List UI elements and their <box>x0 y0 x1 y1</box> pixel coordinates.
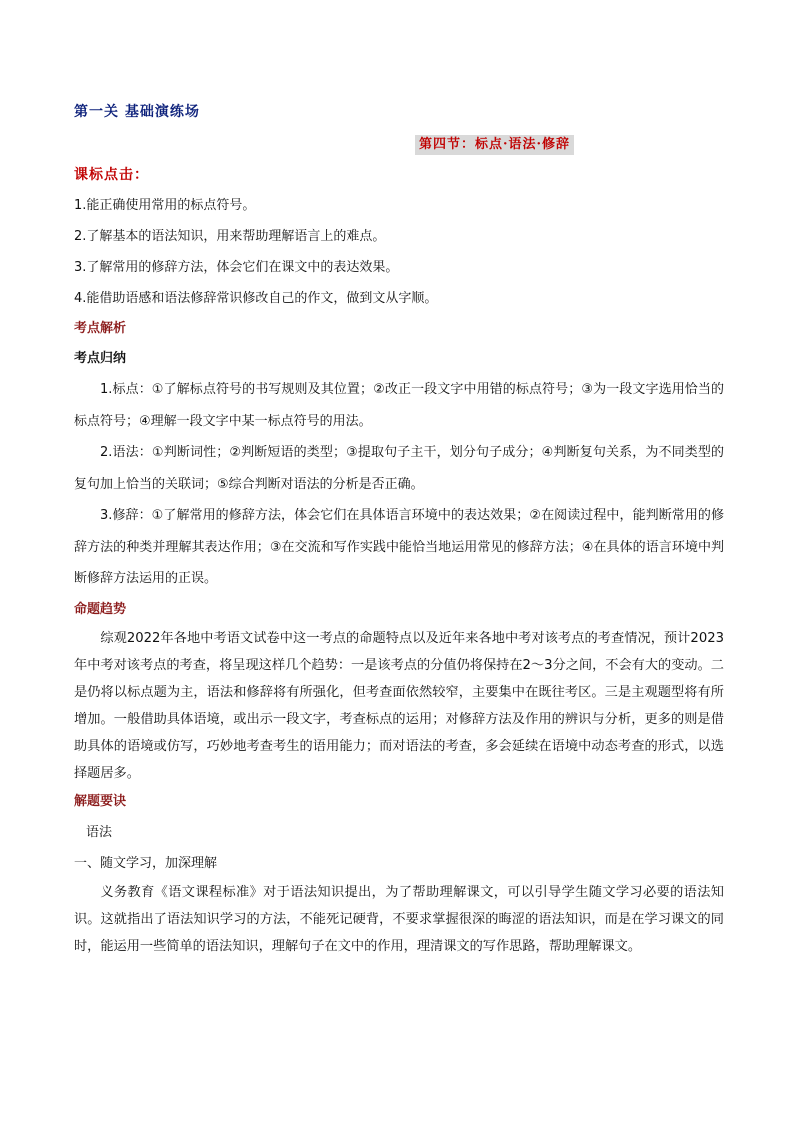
tips-point-heading: 一、随文学习，加深理解 <box>74 855 218 871</box>
objectives-heading: 课标点击： <box>74 167 149 183</box>
objective-item: 1.能正确使用常用的标点符号。 <box>74 198 256 213</box>
objective-item: 4.能借助语感和语法修辞常识修改自己的作文，做到文从字顺。 <box>74 291 438 306</box>
subsection-title: 第四节：标点·语法·修辞 <box>415 135 574 155</box>
analysis-paragraph-punctuation: 1.标点：①了解标点符号的书写规则及其位置；②改正一段文字中用错的标点符号；③为一段文字选用恰当的标点符号；④理解一段文字中某一标点符号的用法。 <box>74 382 724 429</box>
analysis-paragraph-rhetoric: 3.修辞：①了解常用的修辞方法，体会它们在具体语言环境中的表达效果；②在阅读过程中，能判断常用的修辞方法的种类并理解其表达作用；③在交流和写作实践中能恰当地运用常见的修辞方法；④在具体的语言环境中判断修辞方法运用的正误。 <box>74 508 724 586</box>
analysis-heading: 考点解析 <box>74 321 127 336</box>
objective-item: 2.了解基本的语法知识，用来帮助理解语言上的难点。 <box>74 229 386 244</box>
analysis-paragraph-grammar: 2.语法：①判断词性；②判断短语的类型；③提取句子主干，划分句子成分；④判断复句关系，为不同类型的复句加上恰当的关联词；⑤综合判断对语法的分析是否正确。 <box>74 445 724 492</box>
trend-heading: 命题趋势 <box>74 601 127 617</box>
document-body <box>74 160 724 960</box>
tips-topic: 语法 <box>86 824 113 840</box>
subsection-title-wrapper <box>0 133 794 155</box>
objective-item: 3.了解常用的修辞方法，体会它们在课文中的表达效果。 <box>74 260 399 275</box>
tips-point-paragraph: 义务教育《语文课程标准》对于语法知识提出，为了帮助理解课文，可以引导学生随文学习必要的语法知识。这就指出了语法知识学习的方法，不能死记硬背，不要求掌握很深的晦涩的语法知识，而是在学习课文的同时，能运用一些简单的语法知识，理解句子在文中的作用，理清课文的写作思路，帮助理解课文。 <box>74 884 724 954</box>
analysis-subheading: 考点归纳 <box>74 351 127 366</box>
section-title: 第一关 基础演练场 <box>74 104 200 120</box>
trend-paragraph: 综观2022年各地中考语文试卷中这一考点的命题特点以及近年来各地中考对该考点的考查情况，预计2023年中考对该考点的考查，将呈现这样几个趋势：一是该考点的分值仍将保持在2～3分之间，不会有大的变动。二是仍将以标点题为主，语法和修辞将有所强化，但考查面依然较窄，主要集中在既往考区。三是主观题型将有所增加。一般借助具体语境，或出示一段文字，考查标点的运用；对修辞方法及作用的辨识与分析，更多的则是借助具体的语境或仿写，巧妙地考查考生的语用能力；而对语法的考查，多会延续在语境中动态考查的形式，以选择题居多。 <box>74 630 724 781</box>
tips-heading: 解题要诀 <box>74 793 127 809</box>
